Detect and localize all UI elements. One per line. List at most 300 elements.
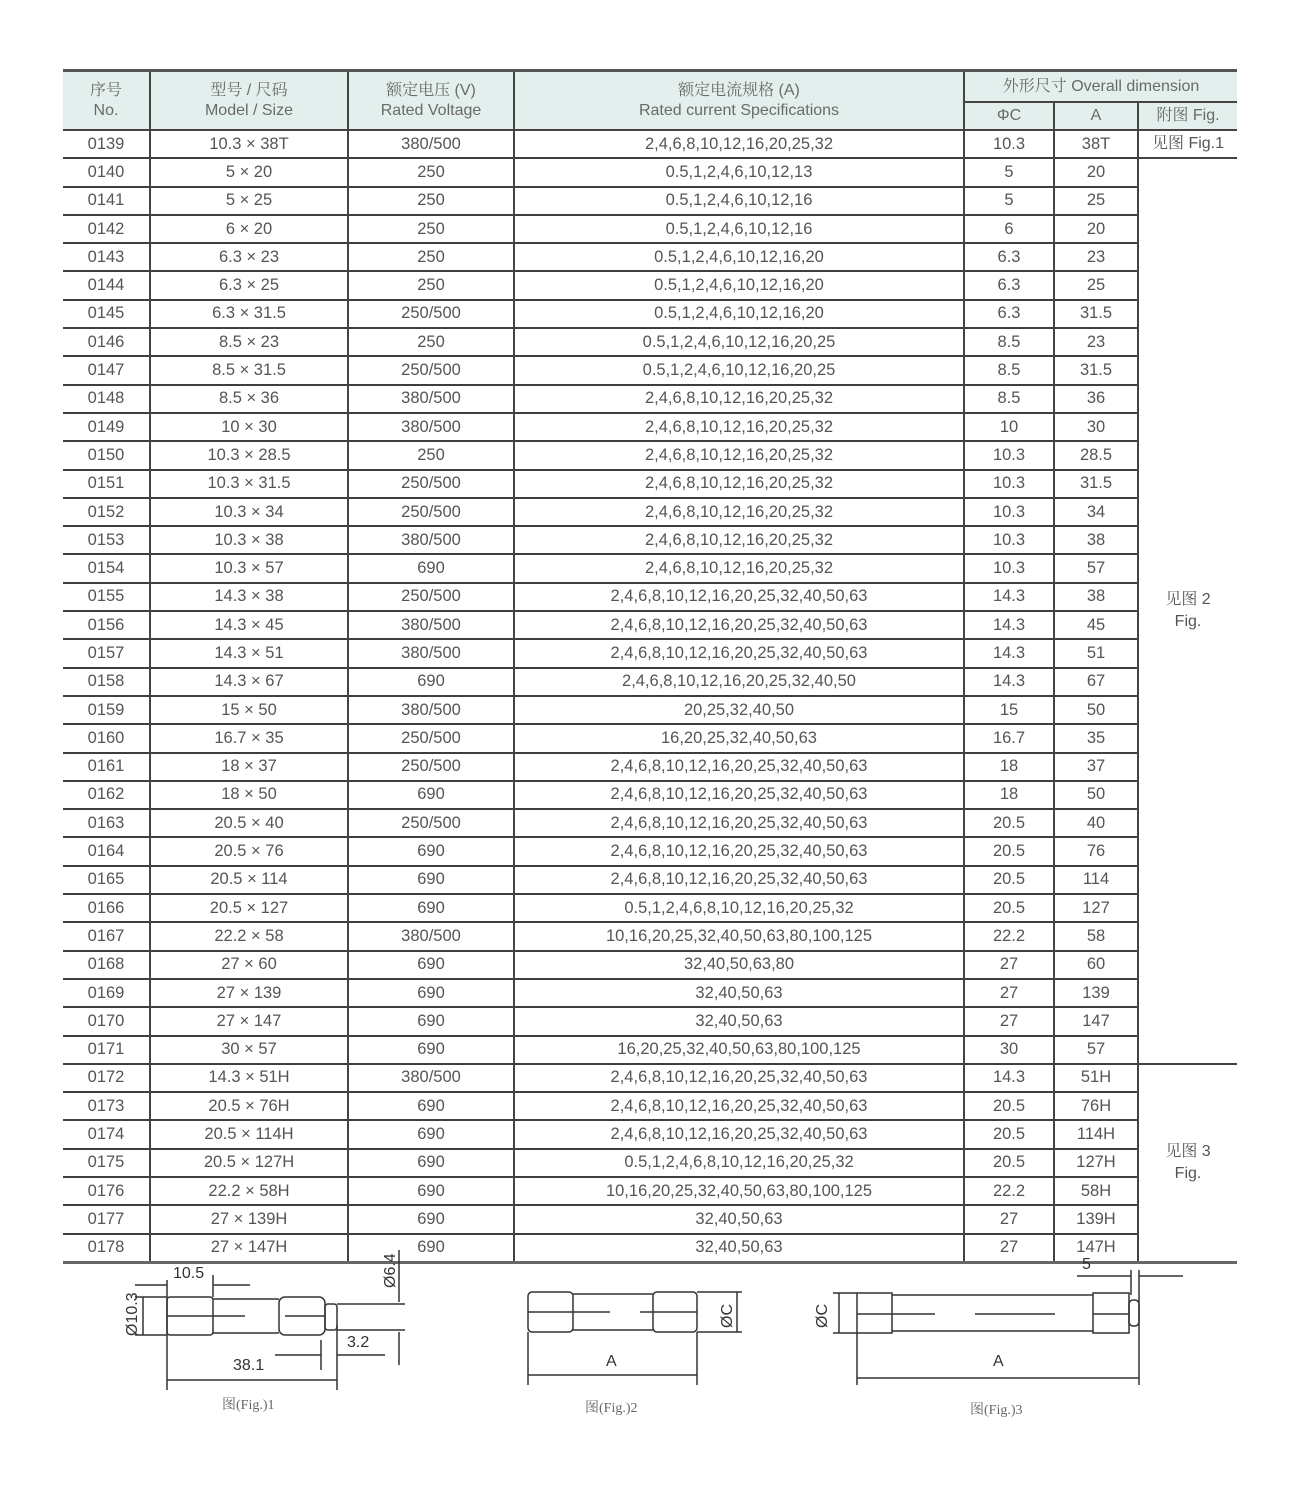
table-row (63, 668, 1237, 696)
cell-voltage: 250/500 (348, 470, 514, 498)
table-row (63, 951, 1237, 979)
cell-phi-c: 30 (964, 1036, 1054, 1064)
cell-voltage: 250/500 (348, 753, 514, 781)
cell-no: 0155 (63, 583, 150, 611)
table-row (63, 1064, 1237, 1092)
cell-current: 0.5,1,2,4,6,10,12,16 (514, 187, 964, 215)
cell-phi-c: 14.3 (964, 639, 1054, 667)
cell-a: 57 (1054, 554, 1138, 582)
cell-no: 0158 (63, 668, 150, 696)
cell-no: 0169 (63, 979, 150, 1007)
cell-a: 67 (1054, 668, 1138, 696)
cell-phi-c: 20.5 (964, 1120, 1054, 1148)
cell-voltage: 250/500 (348, 498, 514, 526)
header-no-en: No. (93, 101, 119, 119)
table-row (63, 753, 1237, 781)
cell-current: 2,4,6,8,10,12,16,20,25,32,40,50,63 (514, 639, 964, 667)
cell-no: 0174 (63, 1120, 150, 1148)
cell-voltage: 250/500 (348, 356, 514, 384)
cell-no: 0147 (63, 356, 150, 384)
cell-voltage: 690 (348, 1092, 514, 1120)
cell-no: 0163 (63, 809, 150, 837)
cell-no: 0159 (63, 696, 150, 724)
cell-phi-c: 10 (964, 413, 1054, 441)
table-body (63, 130, 1237, 1262)
table-row (63, 696, 1237, 724)
header-overall-dimension: 外形尺寸 Overall dimension (964, 71, 1237, 103)
cell-current: 2,4,6,8,10,12,16,20,25,32,40,50,63 (514, 611, 964, 639)
cell-phi-c: 10.3 (964, 130, 1054, 158)
table-row (63, 781, 1237, 809)
table-row (63, 724, 1237, 752)
cell-current: 2,4,6,8,10,12,16,20,25,32 (514, 526, 964, 554)
cell-current: 0.5,1,2,4,6,10,12,16,20 (514, 271, 964, 299)
cell-no: 0177 (63, 1205, 150, 1233)
cell-voltage: 380/500 (348, 385, 514, 413)
cell-no: 0142 (63, 215, 150, 243)
header-no-cn: 序号 (89, 81, 122, 99)
cell-a: 37 (1054, 753, 1138, 781)
header-phi-c: ΦC (964, 102, 1054, 130)
cell-a: 127 (1054, 894, 1138, 922)
cell-no: 0171 (63, 1036, 150, 1064)
fig1-dim-pin-dia: Ø6.4 (382, 1253, 399, 1288)
table-row (63, 441, 1237, 469)
header-current (514, 71, 964, 131)
cell-current: 0.5,1,2,4,6,8,10,12,16,20,25,32 (514, 894, 964, 922)
cell-a: 147H (1054, 1234, 1138, 1263)
cell-model: 20.5 × 114H (150, 1120, 348, 1148)
cell-current: 2,4,6,8,10,12,16,20,25,32,40,50 (514, 668, 964, 696)
cell-current: 32,40,50,63 (514, 979, 964, 1007)
cell-no: 0164 (63, 837, 150, 865)
cell-current: 20,25,32,40,50 (514, 696, 964, 724)
cell-a: 76 (1054, 837, 1138, 865)
cell-phi-c: 6.3 (964, 300, 1054, 328)
cell-voltage: 380/500 (348, 413, 514, 441)
cell-voltage: 690 (348, 866, 514, 894)
cell-voltage: 250/500 (348, 583, 514, 611)
cell-voltage: 690 (348, 1120, 514, 1148)
header-voltage-cn: 额定电压 (V) (386, 81, 476, 99)
cell-current: 2,4,6,8,10,12,16,20,25,32,40,50,63 (514, 809, 964, 837)
cell-a: 38T (1054, 130, 1138, 158)
cell-voltage: 690 (348, 1036, 514, 1064)
cell-model: 6.3 × 23 (150, 243, 348, 271)
cell-phi-c: 14.3 (964, 583, 1054, 611)
cell-no: 0175 (63, 1149, 150, 1177)
cell-no: 0173 (63, 1092, 150, 1120)
cell-voltage: 380/500 (348, 696, 514, 724)
cell-model: 27 × 60 (150, 951, 348, 979)
fig1-dim-dia: Ø10.3 (124, 1292, 141, 1336)
cell-current: 0.5,1,2,4,6,10,12,16,20,25 (514, 356, 964, 384)
header-voltage (348, 71, 514, 131)
cell-a: 57 (1054, 1036, 1138, 1064)
cell-a: 23 (1054, 243, 1138, 271)
cell-phi-c: 16.7 (964, 724, 1054, 752)
cell-a: 147 (1054, 1007, 1138, 1035)
cell-model: 20.5 × 40 (150, 809, 348, 837)
cell-no: 0168 (63, 951, 150, 979)
cell-current: 2,4,6,8,10,12,16,20,25,32,40,50,63 (514, 781, 964, 809)
table-row (63, 583, 1237, 611)
fig1-dim-cap: 10.5 (173, 1265, 205, 1282)
cell-model: 20.5 × 76H (150, 1092, 348, 1120)
fig2-drawing (520, 1280, 750, 1390)
table-row (63, 498, 1237, 526)
cell-fig-2 (1138, 158, 1237, 1064)
cell-no: 0154 (63, 554, 150, 582)
fig3-dim-dia: ØC (814, 1304, 831, 1328)
cell-model: 8.5 × 36 (150, 385, 348, 413)
cell-voltage: 380/500 (348, 130, 514, 158)
table-row (63, 639, 1237, 667)
cell-voltage: 380/500 (348, 526, 514, 554)
cell-no: 0148 (63, 385, 150, 413)
table-row (63, 271, 1237, 299)
cell-voltage: 690 (348, 979, 514, 1007)
fig2-dim-dia: ØC (719, 1304, 736, 1328)
header-current-en: Rated current Specifications (638, 101, 840, 119)
cell-phi-c: 22.2 (964, 922, 1054, 950)
table-row (63, 130, 1237, 158)
cell-current: 10,16,20,25,32,40,50,63,80,100,125 (514, 1177, 964, 1205)
table-row (63, 328, 1237, 356)
cell-model: 20.5 × 127 (150, 894, 348, 922)
table-row (63, 979, 1237, 1007)
table-row (63, 1092, 1237, 1120)
cell-current: 0.5,1,2,4,6,10,12,16 (514, 215, 964, 243)
cell-no: 0167 (63, 922, 150, 950)
cell-model: 8.5 × 23 (150, 328, 348, 356)
cell-current: 2,4,6,8,10,12,16,20,25,32,40,50,63 (514, 1064, 964, 1092)
cell-current: 0.5,1,2,4,6,10,12,13 (514, 158, 964, 186)
table-row (63, 413, 1237, 441)
cell-no: 0156 (63, 611, 150, 639)
fig2-dim-len: A (606, 1353, 617, 1370)
table-row (63, 526, 1237, 554)
cell-model: 27 × 147 (150, 1007, 348, 1035)
cell-model: 27 × 139 (150, 979, 348, 1007)
cell-fig-3 (1138, 1064, 1237, 1263)
table-row (63, 809, 1237, 837)
cell-phi-c: 27 (964, 1205, 1054, 1233)
cell-current: 0.5,1,2,4,6,8,10,12,16,20,25,32 (514, 1149, 964, 1177)
cell-phi-c: 18 (964, 753, 1054, 781)
cell-no: 0144 (63, 271, 150, 299)
cell-model: 22.2 × 58 (150, 922, 348, 950)
header-no (63, 71, 150, 131)
cell-phi-c: 6.3 (964, 271, 1054, 299)
cell-model: 10.3 × 57 (150, 554, 348, 582)
cell-phi-c: 14.3 (964, 668, 1054, 696)
cell-voltage: 690 (348, 1234, 514, 1263)
cell-phi-c: 20.5 (964, 809, 1054, 837)
cell-model: 6.3 × 25 (150, 271, 348, 299)
cell-phi-c: 5 (964, 158, 1054, 186)
cell-model: 27 × 147H (150, 1234, 348, 1263)
cell-a: 23 (1054, 328, 1138, 356)
cell-voltage: 690 (348, 1205, 514, 1233)
cell-a: 25 (1054, 271, 1138, 299)
cell-model: 14.3 × 38 (150, 583, 348, 611)
cell-current: 32,40,50,63 (514, 1007, 964, 1035)
cell-phi-c: 18 (964, 781, 1054, 809)
cell-current: 32,40,50,63 (514, 1205, 964, 1233)
cell-current: 2,4,6,8,10,12,16,20,25,32,40,50,63 (514, 753, 964, 781)
cell-voltage: 690 (348, 781, 514, 809)
cell-phi-c: 27 (964, 979, 1054, 1007)
fig1-drawing (115, 1240, 415, 1390)
table-row (63, 611, 1237, 639)
cell-current: 2,4,6,8,10,12,16,20,25,32,40,50,63 (514, 866, 964, 894)
cell-voltage: 690 (348, 951, 514, 979)
cell-voltage: 250 (348, 243, 514, 271)
cell-a: 51 (1054, 639, 1138, 667)
cell-current: 2,4,6,8,10,12,16,20,25,32 (514, 413, 964, 441)
cell-a: 28.5 (1054, 441, 1138, 469)
cell-a: 127H (1054, 1149, 1138, 1177)
cell-phi-c: 20.5 (964, 1149, 1054, 1177)
cell-current: 0.5,1,2,4,6,10,12,16,20 (514, 243, 964, 271)
header-a: A (1054, 102, 1138, 130)
cell-current: 2,4,6,8,10,12,16,20,25,32 (514, 130, 964, 158)
cell-no: 0153 (63, 526, 150, 554)
cell-a: 58H (1054, 1177, 1138, 1205)
cell-no: 0170 (63, 1007, 150, 1035)
cell-current: 2,4,6,8,10,12,16,20,25,32 (514, 441, 964, 469)
cell-voltage: 690 (348, 668, 514, 696)
cell-a: 30 (1054, 413, 1138, 441)
cell-phi-c: 10.3 (964, 498, 1054, 526)
cell-no: 0166 (63, 894, 150, 922)
cell-a: 76H (1054, 1092, 1138, 1120)
cell-voltage: 690 (348, 837, 514, 865)
cell-a: 38 (1054, 526, 1138, 554)
cell-current: 2,4,6,8,10,12,16,20,25,32 (514, 554, 964, 582)
cell-a: 50 (1054, 781, 1138, 809)
cell-current: 16,20,25,32,40,50,63,80,100,125 (514, 1036, 964, 1064)
cell-a: 60 (1054, 951, 1138, 979)
cell-voltage: 250 (348, 328, 514, 356)
cell-model: 10.3 × 34 (150, 498, 348, 526)
fig2-caption: 图(Fig.)2 (585, 1401, 638, 1416)
fig2-ref-cn: 见图 2 (1165, 591, 1211, 609)
cell-no: 0157 (63, 639, 150, 667)
cell-phi-c: 6.3 (964, 243, 1054, 271)
cell-phi-c: 20.5 (964, 894, 1054, 922)
cell-voltage: 250 (348, 187, 514, 215)
cell-model: 14.3 × 45 (150, 611, 348, 639)
cell-no: 0143 (63, 243, 150, 271)
cell-no: 0141 (63, 187, 150, 215)
fig1-dim-pin: 3.2 (347, 1334, 370, 1351)
cell-voltage: 690 (348, 894, 514, 922)
cell-model: 10.3 × 38 (150, 526, 348, 554)
cell-a: 139H (1054, 1205, 1138, 1233)
fig3-ref-cn: 见图 3 (1165, 1142, 1211, 1160)
cell-phi-c: 27 (964, 1234, 1054, 1263)
fig3-dim-tip: 5 (1082, 1256, 1091, 1273)
cell-model: 14.3 × 67 (150, 668, 348, 696)
cell-voltage: 250 (348, 215, 514, 243)
cell-a: 50 (1054, 696, 1138, 724)
cell-current: 10,16,20,25,32,40,50,63,80,100,125 (514, 922, 964, 950)
cell-current: 2,4,6,8,10,12,16,20,25,32,40,50,63 (514, 1092, 964, 1120)
table-row (63, 866, 1237, 894)
cell-a: 31.5 (1054, 356, 1138, 384)
header-model-en: Model / Size (204, 101, 294, 119)
cell-a: 40 (1054, 809, 1138, 837)
cell-no: 0165 (63, 866, 150, 894)
header-model (150, 71, 348, 131)
header-voltage-en: Rated Voltage (380, 101, 482, 119)
cell-a: 31.5 (1054, 300, 1138, 328)
cell-voltage: 690 (348, 554, 514, 582)
cell-a: 45 (1054, 611, 1138, 639)
table-row (63, 300, 1237, 328)
table-row (63, 1007, 1237, 1035)
cell-phi-c: 8.5 (964, 385, 1054, 413)
cell-phi-c: 27 (964, 1007, 1054, 1035)
fig3-ref-en: Fig. (1174, 1164, 1202, 1182)
table-row (63, 554, 1237, 582)
cell-phi-c: 8.5 (964, 356, 1054, 384)
cell-current: 2,4,6,8,10,12,16,20,25,32,40,50,63 (514, 837, 964, 865)
cell-phi-c: 8.5 (964, 328, 1054, 356)
cell-voltage: 380/500 (348, 922, 514, 950)
table-row (63, 1036, 1237, 1064)
cell-voltage: 380/500 (348, 1064, 514, 1092)
table-row (63, 837, 1237, 865)
cell-voltage: 690 (348, 1149, 514, 1177)
cell-no: 0151 (63, 470, 150, 498)
cell-a: 36 (1054, 385, 1138, 413)
cell-model: 27 × 139H (150, 1205, 348, 1233)
cell-current: 16,20,25,32,40,50,63 (514, 724, 964, 752)
cell-model: 22.2 × 58H (150, 1177, 348, 1205)
cell-model: 10.3 × 28.5 (150, 441, 348, 469)
cell-current: 32,40,50,63 (514, 1234, 964, 1263)
cell-a: 35 (1054, 724, 1138, 752)
table-row (63, 894, 1237, 922)
cell-current: 2,4,6,8,10,12,16,20,25,32,40,50,63 (514, 1120, 964, 1148)
cell-phi-c: 10.3 (964, 554, 1054, 582)
cell-model: 6 × 20 (150, 215, 348, 243)
cell-a: 34 (1054, 498, 1138, 526)
table-row (63, 1205, 1237, 1233)
cell-model: 16.7 × 35 (150, 724, 348, 752)
cell-current: 2,4,6,8,10,12,16,20,25,32 (514, 470, 964, 498)
cell-phi-c: 27 (964, 951, 1054, 979)
cell-phi-c: 10.3 (964, 526, 1054, 554)
cell-model: 20.5 × 114 (150, 866, 348, 894)
cell-a: 51H (1054, 1064, 1138, 1092)
cell-model: 5 × 25 (150, 187, 348, 215)
cell-voltage: 380/500 (348, 611, 514, 639)
table-row (63, 1149, 1237, 1177)
cell-current: 2,4,6,8,10,12,16,20,25,32 (514, 498, 964, 526)
cell-no: 0140 (63, 158, 150, 186)
cell-phi-c: 15 (964, 696, 1054, 724)
header-model-cn: 型号 / 尺码 (210, 81, 288, 99)
cell-no: 0176 (63, 1177, 150, 1205)
cell-voltage: 380/500 (348, 639, 514, 667)
cell-a: 58 (1054, 922, 1138, 950)
cell-current: 0.5,1,2,4,6,10,12,16,20 (514, 300, 964, 328)
fig1-caption: 图(Fig.)1 (222, 1398, 275, 1413)
fig3-drawing (805, 1250, 1190, 1390)
cell-model: 14.3 × 51 (150, 639, 348, 667)
cell-a: 114H (1054, 1120, 1138, 1148)
table-row (63, 243, 1237, 271)
cell-voltage: 250/500 (348, 300, 514, 328)
cell-voltage: 250 (348, 271, 514, 299)
cell-no: 0162 (63, 781, 150, 809)
cell-no: 0149 (63, 413, 150, 441)
cell-fig-1: 见图 Fig.1 (1138, 130, 1237, 158)
fig2-ref-en: Fig. (1174, 613, 1202, 631)
cell-model: 18 × 37 (150, 753, 348, 781)
table-row (63, 215, 1237, 243)
table-row (63, 158, 1237, 186)
cell-no: 0178 (63, 1234, 150, 1263)
cell-current: 32,40,50,63,80 (514, 951, 964, 979)
header-current-cn: 额定电流规格 (A) (678, 81, 800, 99)
cell-phi-c: 20.5 (964, 837, 1054, 865)
cell-model: 5 × 20 (150, 158, 348, 186)
cell-model: 14.3 × 51H (150, 1064, 348, 1092)
table-row (63, 1120, 1237, 1148)
cell-model: 10.3 × 31.5 (150, 470, 348, 498)
cell-a: 31.5 (1054, 470, 1138, 498)
cell-no: 0145 (63, 300, 150, 328)
header-fig: 附图 Fig. (1138, 102, 1237, 130)
fig1-dim-len: 38.1 (233, 1357, 265, 1374)
cell-no: 0146 (63, 328, 150, 356)
cell-voltage: 690 (348, 1007, 514, 1035)
cell-model: 30 × 57 (150, 1036, 348, 1064)
cell-model: 6.3 × 31.5 (150, 300, 348, 328)
cell-phi-c: 14.3 (964, 1064, 1054, 1092)
fig3-caption: 图(Fig.)3 (970, 1403, 1023, 1418)
cell-phi-c: 10.3 (964, 470, 1054, 498)
cell-model: 20.5 × 76 (150, 837, 348, 865)
cell-current: 0.5,1,2,4,6,10,12,16,20,25 (514, 328, 964, 356)
cell-a: 38 (1054, 583, 1138, 611)
cell-a: 114 (1054, 866, 1138, 894)
cell-model: 10 × 30 (150, 413, 348, 441)
cell-phi-c: 5 (964, 187, 1054, 215)
cell-phi-c: 14.3 (964, 611, 1054, 639)
cell-a: 20 (1054, 215, 1138, 243)
cell-voltage: 250 (348, 441, 514, 469)
cell-model: 15 × 50 (150, 696, 348, 724)
cell-voltage: 250 (348, 158, 514, 186)
cell-voltage: 690 (348, 1177, 514, 1205)
fig3-dim-len: A (993, 1353, 1004, 1370)
table-row (63, 922, 1237, 950)
cell-phi-c: 6 (964, 215, 1054, 243)
cell-a: 25 (1054, 187, 1138, 215)
cell-a: 20 (1054, 158, 1138, 186)
cell-no: 0152 (63, 498, 150, 526)
table-row (63, 470, 1237, 498)
fuse-spec-table (63, 69, 1237, 1264)
cell-phi-c: 20.5 (964, 1092, 1054, 1120)
cell-phi-c: 20.5 (964, 866, 1054, 894)
